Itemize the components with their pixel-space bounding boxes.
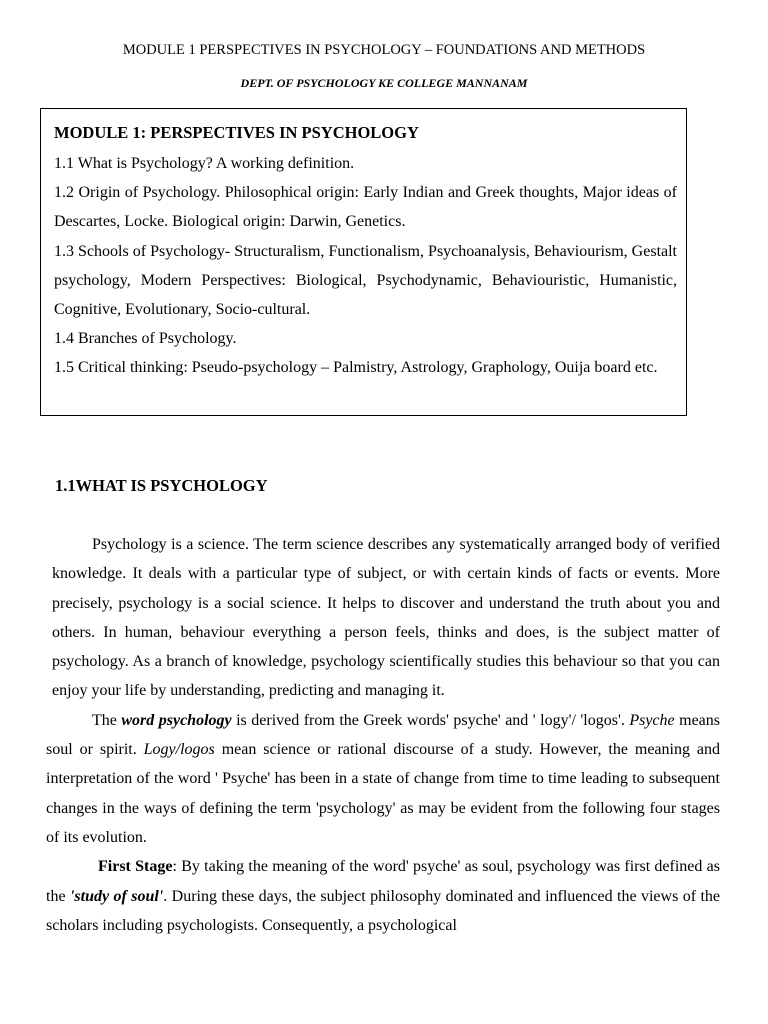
text-run: means soul or spirit. <box>46 711 720 759</box>
text-run: mean science or rational discourse of a study. However, the meaning and interpretation of the word ' Psyche' has been in a state of change from time to time leading to subsequent changes in the ways of defining the term 'psychology' as may be evident from the following four stages of its evolution. <box>46 741 720 846</box>
emphasis-first-stage: First Stage <box>98 858 173 876</box>
text-run: The <box>92 711 122 729</box>
emphasis-study-of-soul: 'study of soul' <box>69 887 164 905</box>
text-run: : By taking the meaning of the word' psyche' as soul, psychology was first defined as the <box>46 858 721 905</box>
module-outline-item: 1.2 Origin of Psychology. Philosophical origin: Early Indian and Greek thoughts, Major ideas of Descartes, Locke. Biological origin: Darwin, Genetics. <box>54 184 677 231</box>
module-outline-item: 1.4 Branches of Psychology. <box>54 330 237 348</box>
paragraph-etymology <box>46 706 720 852</box>
module-outline-item: 1.5 Critical thinking: Pseudo-psychology – Palmistry, Astrology, Graphology, Ouija board etc. <box>54 359 658 377</box>
body-text <box>46 530 721 940</box>
paragraph-definition: Psychology is a science. The term science describes any systematically arranged body of verified knowledge. It deals with a particular type of subject, or with certain kinds of facts or events. More precisely, psychology is a social science. It helps to discover and understand the truth about you and others. In human, behaviour everything a person feels, thinks and does, is the subject matter of psychology. As a branch of knowledge, psychology scientifically studies this behaviour so that you can enjoy your life by understanding, predicting and managing it. <box>52 536 720 700</box>
text-run: is derived from the Greek words' psyche' and ' logy'/ 'logos'. <box>231 711 630 729</box>
module-outline-item: 1.1 What is Psychology? A working definition. <box>54 155 355 172</box>
page-header-dept: DEPT. OF PSYCHOLOGY KE COLLEGE MANNANAM <box>240 76 528 90</box>
emphasis-word-psychology: word psychology <box>121 711 232 729</box>
text-run: . During these days, the subject philosophy dominated and influenced the views of the scholars including psychologists. Consequently, a psychological <box>46 887 720 934</box>
page-header-title: MODULE 1 PERSPECTIVES IN PSYCHOLOGY – FOUNDATIONS AND METHODS <box>122 42 646 58</box>
module-outline-item: 1.3 Schools of Psychology- Structuralism, Functionalism, Psychoanalysis, Behaviourism, Gestalt psychology, Modern Perspectives: Biological, Psychodynamic, Behaviouristic, Humanistic, Cognitive, Evolutionary, Socio-cultural. <box>54 242 677 319</box>
emphasis-logos: Logy/logos <box>143 741 215 759</box>
module-outline-heading: MODULE 1: PERSPECTIVES IN PSYCHOLOGY <box>54 123 419 142</box>
section-heading: 1.1WHAT IS PSYCHOLOGY <box>55 476 268 495</box>
module-outline-box <box>40 108 687 416</box>
paragraph-first-stage <box>46 852 720 940</box>
emphasis-psyche: Psyche <box>629 711 675 729</box>
